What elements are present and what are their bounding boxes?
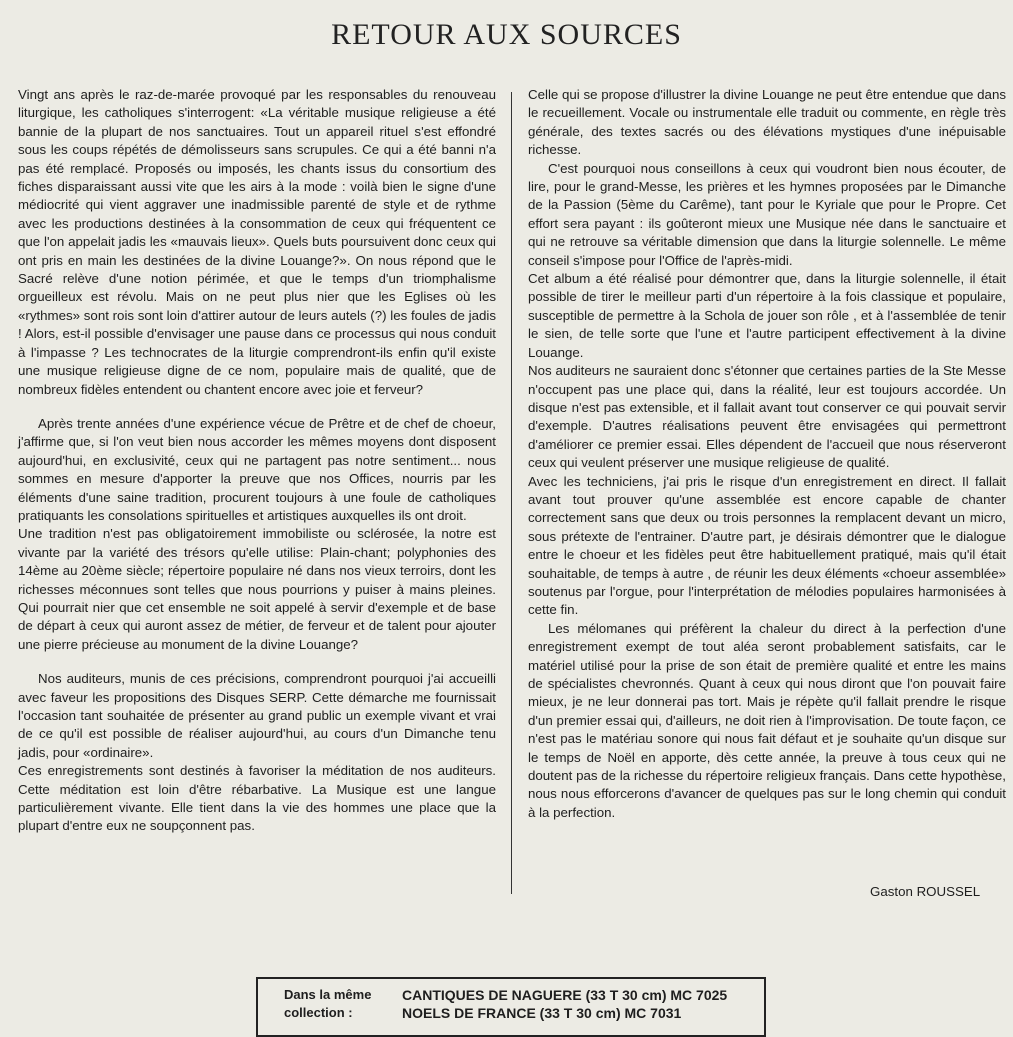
collection-item: NOELS DE FRANCE (33 T 30 cm) MC 7031 <box>402 1005 682 1021</box>
paragraph: Celle qui se propose d'illustrer la divine Louange ne peut être entendue que dans le recueillement. Vocale ou instrumentale elle traduit ou commente, en règle très générale, des textes sacrés ou des élévations mystiques d'une inépuisable richesse. <box>528 87 1006 158</box>
paragraph: Cet album a été réalisé pour démontrer que, dans la liturgie solennelle, il était possible de tirer le meilleur parti d'un répertoire à la fois classique et populaire, susceptible de permettre à la Schola de jouer son rôle , et à l'assemblée de tenir le sien, de telle sorte que l'une et l'autre participent effectivement à la divine Louange. <box>528 271 1006 360</box>
paragraph: Ces enregistrements sont destinés à favoriser la méditation de nos auditeurs. Cette méditation est loin d'être rébarbative. La Musique est une langue particulièrement vivante. Elle tient dans la vie des hommes une place que la plupart d'entre eux ne soupçonnent pas. <box>18 763 496 834</box>
paragraph: Avec les techniciens, j'ai pris le risque d'un enregistrement en direct. Il fallait avant tout prouver qu'une assemblée est encore capable de chanter correctement sans que deux ou trois personnes la remplacent devant un micro, sous prétexte de l'entrainer. D'autre part, je désirais démontrer que le dialogue entre le choeur et les fidèles peut être habituellement pratiqué, mais qu'il était souhaitable, de temps à autre , de réunir les deux éléments «choeur assemblée» soutenus par l'orgue, pour l'interprétation de mélodies populaires harmonisées à cette fin. <box>528 473 1006 618</box>
collection-item: CANTIQUES DE NAGUERE (33 T 30 cm) MC 7025 <box>402 987 728 1003</box>
paragraph: C'est pourquoi nous conseillons à ceux qui voudront bien nous écouter, de lire, pour le grand-Messe, les prières et les hymnes proposées par le Dimanche de la Passion (5ème du Carême), tant pour le Kyriale que pour le Propre. Cet effort sera payant : ils goûteront mieux une Musique née dans le sanctuaire et qui ne retrouve sa véritable dimension que dans la liturgie solennelle. Le même conseil s'impose pour l'Office de l'après-midi. <box>528 160 1006 268</box>
left-text-column <box>18 86 496 836</box>
collection-label-line: collection : <box>284 1005 353 1020</box>
paragraph: Vingt ans après le raz-de-marée provoqué par les responsables du renouveau liturgique, les catholiques s'interrogent: «La véritable musique religieuse a été bannie de la plupart de nos sanctuaires. Tout un appareil rituel s'est effondré sous les coups répétés de démolisseurs sans scrupules. Ce qui a été banni n'a pas été remplacé. Proposés ou imposés, les chants issus du consortium des fiches disparaissant aussi vite que les airs à la mode : voilà bien le signe d'une médiocrité qui vient aggraver une inadmissible parenté de style et de rythme avec les productions destinées à la consommation de ceux qui fréquentent ce que l'on appelait jadis les «mauvais lieux». Quels buts poursuivent donc ceux qui ont pris en main les destinées de la divine Louange?». On nous répond que le Sacré relève d'une notion périmée, et que le temps d'un triomphalisme orgueilleux est révolu. Mais on ne peut plus nier que les Eglises où les «rythmes» sont rois sont loin d'attirer autour de leurs autels (?) les foules de jadis ! Alors, est-il possible d'envisager une pause dans ce processus qui nous conduit à l'impasse ? Les technocrates de la liturgie comprendront-ils enfin qu'il existe une musique religieuse digne de ce nom, populaire mais de qualité, que de nombreux fidèles entendent ou chantent encore avec joie et ferveur? <box>18 87 496 397</box>
collection-label-line: Dans la même <box>284 987 372 1002</box>
collection-list <box>402 986 762 1022</box>
author-signature: Gaston ROUSSEL <box>870 884 981 899</box>
column-divider <box>511 92 512 894</box>
right-text-column <box>528 86 1006 822</box>
collection-label <box>284 986 394 1022</box>
page-title: RETOUR AUX SOURCES <box>331 18 682 51</box>
paragraph: Les mélomanes qui préfèrent la chaleur du direct à la perfection d'une enregistrement exempt de tout aléa seront probablement satisfaits, car le matériel utilisé pour la prise de son était de première qualité et entre les mains de spécialistes chevronnés. Quant à ceux qui nous diront que l'on pouvait faire mieux, je ne leur donnerai pas tort. Mais je répète qu'il fallait prendre le risque d'un premier essai qui, d'ailleurs, ne doit rien à l'improvisation. De toute façon, ce n'est pas le matériau sonore qui nous fait défaut et je souhaite qu'un disque sur le temps de Noël en apporte, dès cette année, la preuve à tous ceux qui ne doutent pas de la richesse du répertoire religieux français. Dans cette hypothèse, nous nous efforcerons d'avancer de quelques pas sur le long chemin qui conduit à la perfection. <box>528 620 1006 820</box>
paragraph: Après trente années d'une expérience vécue de Prêtre et de chef de choeur, j'affirme que, si l'on veut bien nous accorder les mêmes moyens dont disposent aujourd'hui, en exclusivité, ceux qui ne partagent pas notre sentiment... nous sommes en mesure d'apporter la preuve que nos Offices, nourris par les éléments d'une saine tradition, procurent toujours à une foule de catholiques pratiquants les consolations spirituelles et artistiques auxquelles ils ont droit. <box>18 415 496 523</box>
paragraph: Une tradition n'est pas obligatoirement immobiliste ou sclérosée, la notre est vivante par la variété des trésors qu'elle utilise: Plain-chant; polyphonies des 14ème au 20ème siècle; répertoire populaire né dans nos vieux terroirs, dont les richesses méconnues sont telles que nous pourrions y puiser à mains pleines. Qui pourrait nier que cet ensemble ne soit appelé à servir d'exemple et de base de départ à ceux qui auront assez de métier, de ferveur et de talent pour ajouter une pierre précieuse au monument de la divine Louange? <box>18 526 496 652</box>
paragraph: Nos auditeurs, munis de ces précisions, comprendront pourquoi j'ai accueilli avec faveur les propositions des Disques SERP. Cette démarche me fournissait l'occasion tant souhaitée de présenter au grand public un exemple vivant et vrai de ce qu'il est possible de réaliser aujourd'hui, au cours d'un Dimanche tenu jadis, pour «ordinaire». <box>18 671 496 760</box>
collection-box <box>256 977 766 1037</box>
paragraph: Nos auditeurs ne sauraient donc s'étonner que certaines parties de la Ste Messe n'occupent pas une place qui, dans la réalité, leur est toujours accordée. Un disque n'est pas extensible, et il fallait avant tout conserver ce qui pouvait servir d'exemple. D'autres réalisations peuvent être envisagées qui permettront d'améliorer ce premier essai. Elles dépendent de l'accueil que nous réserveront ceux qui veulent préserver une musique religieuse de qualité. <box>528 363 1006 471</box>
